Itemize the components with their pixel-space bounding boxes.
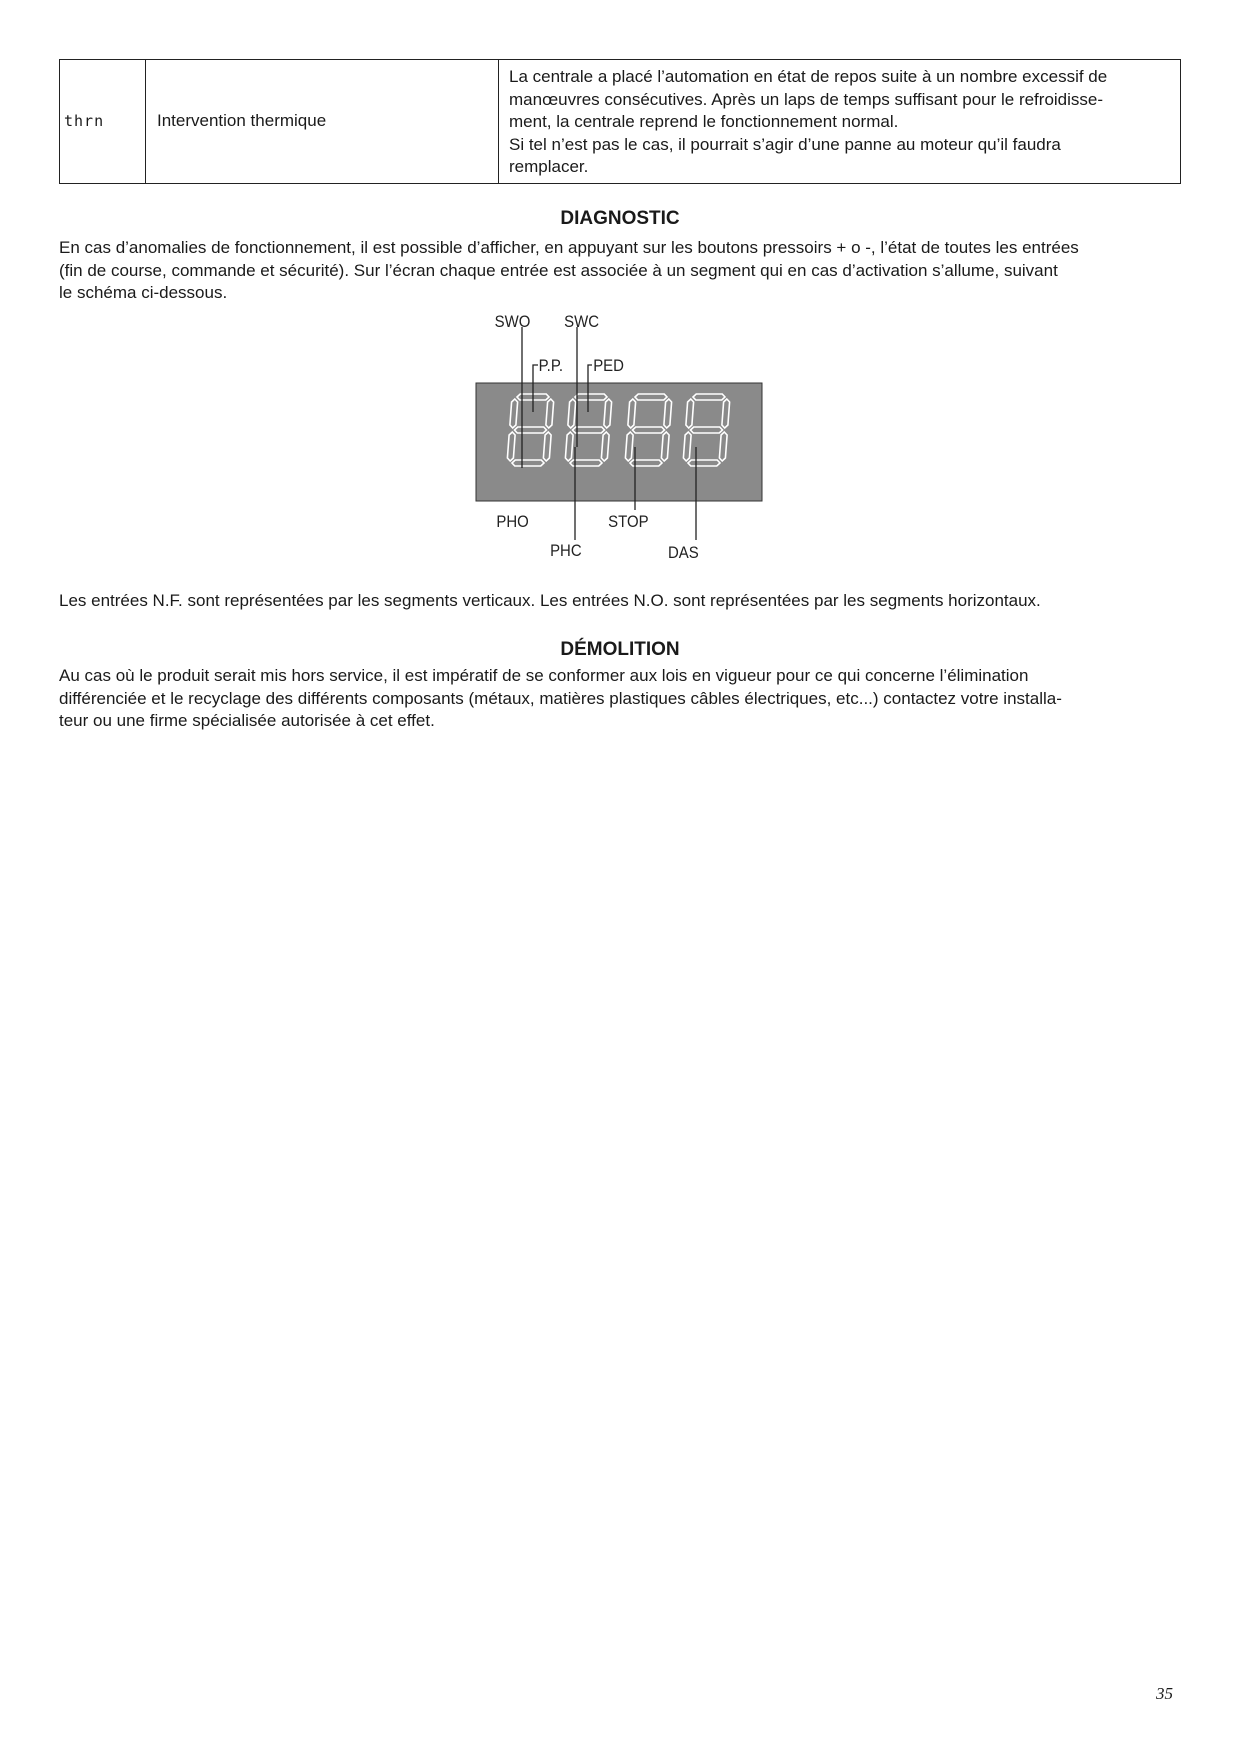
demolition-heading: DÉMOLITION <box>560 639 680 660</box>
ped-label: PED <box>593 357 624 376</box>
description-line: manœuvres consécutives. Après un laps de temps suffisant pour le refroidisse- <box>509 89 1104 109</box>
phc-label: PHC <box>550 542 582 561</box>
pho-label: PHO <box>496 513 529 532</box>
paragraph-line: (fin de course, commande et sécurité). Sur l’écran chaque entrée est associée à un segment qui en cas d’activation s’allume, suivant <box>59 260 1058 280</box>
page-number: 35 <box>1156 1684 1173 1703</box>
paragraph-line: différenciée et le recyclage des différents composants (métaux, matières plastiques câbles électriques, etc...) contactez votre installa- <box>59 688 1062 708</box>
segment-diagram <box>470 305 770 575</box>
swc-label: SWC <box>564 313 600 332</box>
diagnostic-paragraph <box>59 237 1181 305</box>
segment-diagram-svg <box>470 305 770 575</box>
paragraph-line: Au cas où le produit serait mis hors service, il est impératif de se conformer aux lois en vigueur pour ce qui concerne l’élimination <box>59 666 1029 685</box>
swo-label: SWO <box>494 313 531 332</box>
error-name-cell <box>146 60 499 184</box>
description-line: Si tel n’est pas le cas, il pourrait s’agir d’une panne au moteur qu’il faudra <box>509 134 1061 154</box>
demolition-paragraph <box>59 665 1181 733</box>
description-line: La centrale a placé l’automation en état de repos suite à un nombre excessif de <box>509 67 1108 86</box>
error-code-table <box>59 59 1181 184</box>
table-row <box>60 60 1181 184</box>
paragraph-line: le schéma ci-dessous. <box>59 283 228 302</box>
error-code-cell <box>60 60 146 184</box>
das-label: DAS <box>668 544 699 563</box>
description-line: ment, la centrale reprend le fonctionnement normal. <box>509 112 899 131</box>
description-line: remplacer. <box>509 157 589 176</box>
paragraph-line: teur ou une firme spécialisée autorisée à cet effet. <box>59 711 435 730</box>
stop-label: STOP <box>608 513 649 532</box>
pp-label: P.P. <box>538 357 564 376</box>
error-name: Intervention thermique <box>157 111 327 130</box>
error-description-cell <box>499 60 1181 184</box>
paragraph-line: En cas d’anomalies de fonctionnement, il est possible d’afficher, en appuyant sur les boutons pressoirs + o -, l’état de toutes les entrées <box>59 238 1079 257</box>
segments-note: Les entrées N.F. sont représentées par les segments verticaux. Les entrées N.O. sont représentées par les segments horizontaux. <box>59 591 1041 610</box>
diagnostic-heading: DIAGNOSTIC <box>560 208 680 229</box>
error-code: thrn <box>64 112 105 130</box>
